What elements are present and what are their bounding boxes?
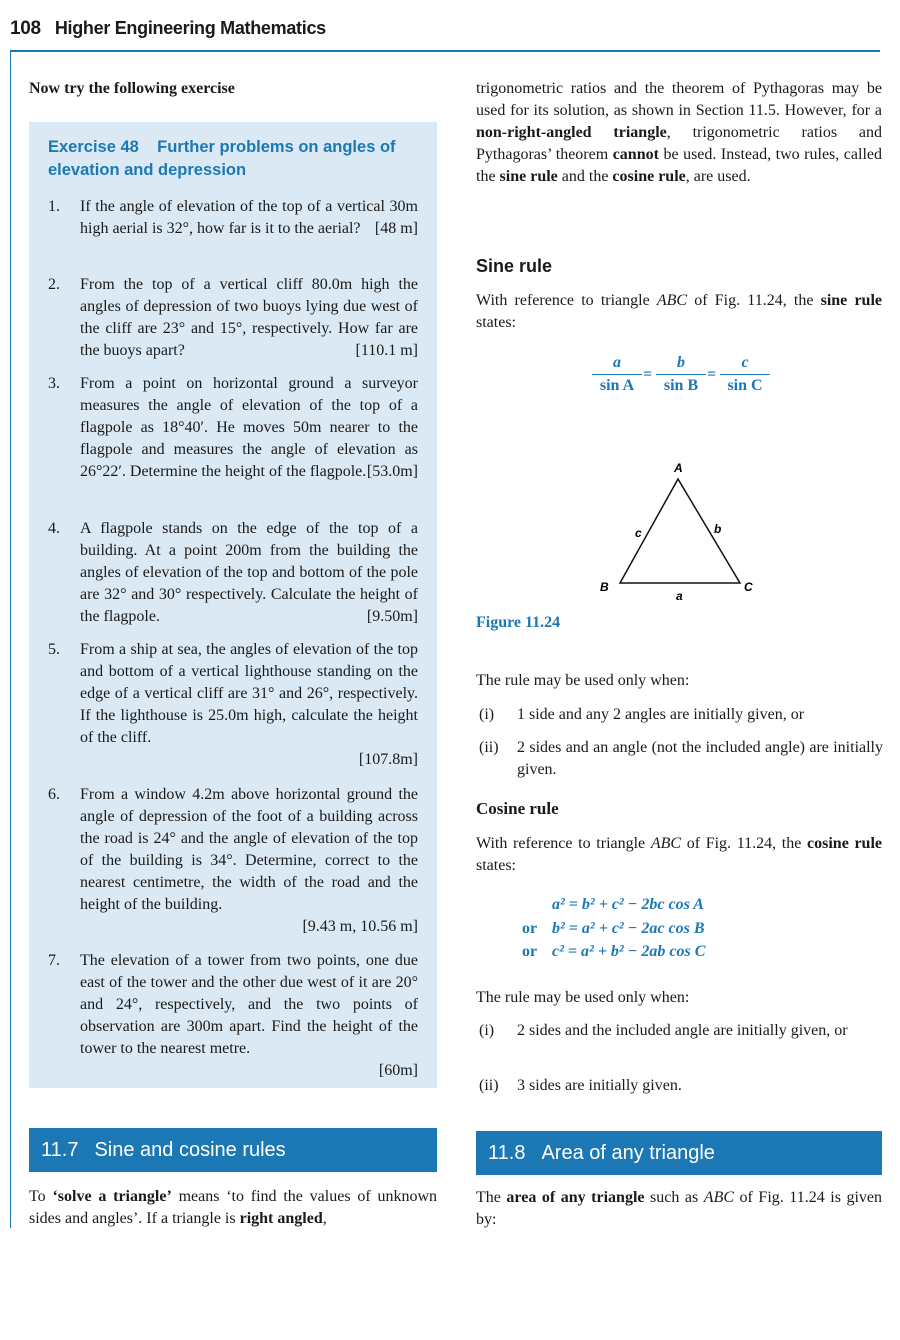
problem-answer: [53.0m]: [366, 463, 418, 480]
problem-number: 3.: [48, 375, 60, 392]
problem-1: [48, 196, 418, 240]
denominator: sin A: [599, 377, 635, 394]
text: of Fig. 11.24 is given by:: [476, 1189, 883, 1228]
triangle-name: ABC: [656, 292, 688, 309]
bold-term: non-right-angled triangle: [476, 124, 667, 141]
bold-term: sine rule: [499, 168, 558, 185]
problem-number: 4.: [48, 520, 60, 537]
cosine-rule-conditions-intro: The rule may be used only when:: [476, 989, 690, 1006]
section-number: 11.7: [41, 1139, 79, 1161]
cosine-rule-heading: Cosine rule: [476, 799, 559, 818]
text: To: [29, 1188, 53, 1205]
problem-answer: [48 m]: [374, 220, 418, 237]
book-title: Higher Engineering Mathematics: [54, 18, 326, 38]
problem-number: 5.: [48, 641, 60, 658]
sine-rule-heading: Sine rule: [476, 256, 553, 276]
section-number: 11.8: [488, 1142, 526, 1164]
side-b-label: b: [714, 522, 722, 536]
denominator: sin B: [663, 377, 699, 394]
text: and the: [557, 168, 613, 185]
figure-caption: Figure 11.24: [476, 614, 561, 631]
page-number: 108: [10, 18, 41, 39]
solve-triangle-intro: [29, 1186, 437, 1230]
cosine-rule-reference: [476, 833, 882, 877]
problem-7: [48, 950, 418, 1082]
vertex-b-label: B: [600, 580, 609, 594]
text: trigonometric ratios and the theorem of Pythagoras may be used for its solution, as shown in Section 11.5. However, for a: [476, 80, 882, 119]
sine-rule-conditions-intro: The rule may be used only when:: [476, 672, 690, 689]
case-label: (ii): [479, 739, 499, 756]
side-a-label: a: [676, 589, 683, 603]
problem-text: A flagpole stands on the edge of the top of a building. At a point 200m from the building the angles of elevation of the top and bottom of the pole are 32° and 30° respectively. Calculate the height of the flagpole.: [80, 520, 418, 625]
bold-term: cosine rule: [807, 835, 883, 852]
text: of Fig. 11.24, the: [687, 292, 821, 309]
text: states:: [476, 857, 516, 874]
vertex-a-label: A: [674, 461, 683, 475]
problem-4: [48, 518, 418, 628]
problem-text: From the top of a vertical cliff 80.0m high the angles of depression of two buoys lying due west of the cliff are 23° and 15°, respectively. How far are the buoys apart?: [80, 276, 418, 359]
problem-text: The elevation of a tower from two points, one due east of the tower and the other due west of it are 20° and 24°, respectively, and the two points of observation are 300m apart. Find the height of the tower to the nearest metre.: [80, 952, 418, 1057]
bold-term: right angled: [239, 1210, 323, 1227]
header-rule: [10, 50, 880, 52]
text: such as: [644, 1189, 704, 1206]
case-text: 2 sides and the included angle are initially given, or: [517, 1022, 848, 1039]
intro-continued: [476, 78, 882, 188]
formula-text: b² = a² + c² − 2ac cos B: [552, 920, 705, 937]
problem-number: 7.: [48, 952, 60, 969]
text: states:: [476, 314, 516, 331]
problem-5: [48, 639, 418, 771]
bold-term: sine rule: [820, 292, 883, 309]
equals-sign: =: [643, 366, 653, 383]
problem-number: 1.: [48, 198, 60, 215]
formula-prefix: or: [522, 920, 538, 937]
problem-answer: [107.8m]: [358, 751, 418, 768]
equals-sign: =: [707, 366, 717, 383]
bold-term: area of any triangle: [506, 1189, 645, 1206]
numerator: a: [592, 354, 642, 375]
denominator: sin C: [727, 377, 763, 394]
text: With reference to triangle: [476, 835, 651, 852]
fraction-b: [656, 354, 706, 395]
text: means ‘to find the values of unknown sides and angles’. If a triangle is: [29, 1188, 438, 1227]
numerator: b: [656, 354, 706, 375]
text: , trigonometric ratios and Pythagoras’ theorem: [476, 124, 882, 163]
cosine-case-1: [479, 1020, 883, 1042]
section-title: Sine and cosine rules: [94, 1139, 286, 1161]
cosine-formula-2: [522, 920, 705, 938]
bold-term: ‘solve a triangle’: [52, 1188, 172, 1205]
sine-rule-reference: [476, 290, 882, 334]
triangle-name: ABC: [703, 1189, 735, 1206]
case-label: (i): [479, 1022, 495, 1039]
problem-6: [48, 784, 418, 938]
sine-case-2: [479, 737, 883, 781]
case-text: 2 sides and an angle (not the included angle) are initially given.: [517, 739, 883, 778]
numerator: c: [720, 354, 770, 375]
case-label: (ii): [479, 1077, 499, 1094]
problem-answer: [60m]: [378, 1062, 418, 1079]
problem-text: From a point on horizontal ground a surveyor measures the angle of elevation of the top of a flagpole as 18°40′. He moves 50m nearer to the flagpole and measures the angle of elevation as 26°22′. Determine the height of the flagpole.: [80, 375, 418, 480]
bold-term: cosine rule: [612, 168, 686, 185]
cosine-formula-3: [522, 943, 705, 961]
section-heading-11-7: [29, 1128, 437, 1172]
section-title: Area of any triangle: [541, 1142, 715, 1164]
case-label: (i): [479, 706, 495, 723]
text: , are used.: [685, 168, 751, 185]
case-text: 1 side and any 2 angles are initially given, or: [517, 706, 805, 723]
cosine-case-2: [479, 1075, 883, 1097]
fraction-a: [592, 354, 642, 395]
sine-rule-formula: [592, 354, 767, 404]
triangle-figure: [590, 455, 770, 605]
problem-text: If the angle of elevation of the top of a vertical 30m high aerial is 32°, how far is it to the aerial?: [80, 198, 418, 237]
vertex-c-label: C: [744, 580, 753, 594]
formula-text: c² = a² + b² − 2ab cos C: [552, 943, 706, 960]
sine-case-1: [479, 704, 883, 726]
problem-2: [48, 274, 418, 362]
formula-prefix: or: [522, 943, 538, 960]
problem-text: From a ship at sea, the angles of elevation of the top and bottom of a vertical lighthouse standing on the edge of a vertical cliff are 31° and 26°, respectively. If the lighthouse is 25.0m high, calculate the height of the cliff.: [80, 641, 418, 746]
problem-3: [48, 373, 418, 483]
exercise-prompt: Now try the following exercise: [29, 80, 235, 97]
side-c-label: c: [635, 526, 642, 540]
exercise-title: Exercise 48 Further problems on angles of elevation and depression: [48, 138, 401, 179]
text: be used. Instead, two rules, called the: [476, 146, 882, 185]
triangle-name: ABC: [650, 835, 682, 852]
problem-number: 6.: [48, 786, 60, 803]
running-header: [10, 18, 326, 40]
text: of Fig. 11.24, the: [681, 835, 808, 852]
cosine-formula-1: [522, 896, 704, 914]
case-text: 3 sides are initially given.: [517, 1077, 682, 1094]
text: The: [476, 1189, 507, 1206]
text: With reference to triangle: [476, 292, 657, 309]
problem-number: 2.: [48, 276, 60, 293]
section-heading-11-8: [476, 1131, 882, 1175]
fraction-c: [720, 354, 770, 395]
problem-answer: [9.43 m, 10.56 m]: [302, 918, 418, 935]
text: ,: [322, 1210, 327, 1227]
margin-rule: [10, 50, 11, 1228]
problem-answer: [110.1 m]: [355, 342, 418, 359]
formula-text: a² = b² + c² − 2bc cos A: [552, 896, 704, 913]
problem-answer: [9.50m]: [366, 608, 418, 625]
problem-text: From a window 4.2m above horizontal ground the angle of depression of the foot of a building across the road is 24° and the angle of elevation of the top of the building is 34°. Determine, correct to the nearest centimetre, the width of the road and the height of the building.: [80, 786, 418, 913]
area-intro: [476, 1187, 882, 1231]
bold-term: cannot: [612, 146, 659, 163]
